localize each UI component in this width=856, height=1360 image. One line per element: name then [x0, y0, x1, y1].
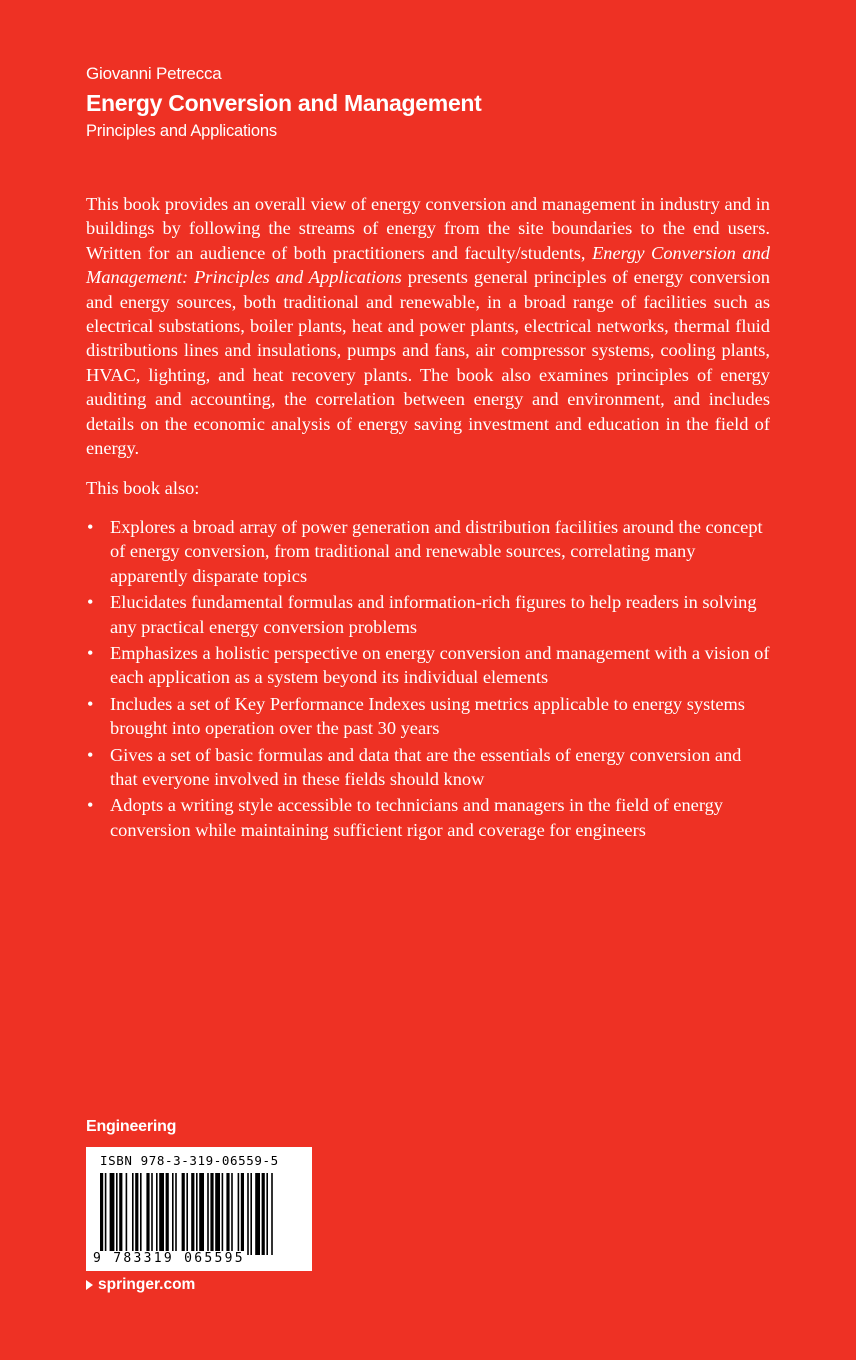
- description-italic-title: Energy Conversion and Management: Principles and Applications: [86, 242, 770, 288]
- bullet-icon: •: [87, 642, 94, 663]
- bullet-icon: •: [87, 693, 94, 714]
- publisher-link[interactable]: [86, 1276, 195, 1294]
- barcode-bars-icon: [100, 1173, 298, 1255]
- feature-list-item: [86, 641, 770, 690]
- bullet-icon: •: [87, 795, 94, 816]
- back-cover-body: [86, 192, 770, 844]
- feature-list: [86, 515, 770, 842]
- barcode-digits: 9 783319 065595: [93, 1251, 245, 1266]
- feature-list-item: [86, 515, 770, 588]
- header: [86, 62, 482, 142]
- description-paragraph: [86, 192, 770, 460]
- bullet-icon: •: [87, 744, 94, 765]
- bullet-icon: •: [87, 592, 94, 613]
- feature-text: Adopts a writing style accessible to technicians and managers in the field of energy conversion while maintaining sufficient rigor and coverage for engineers: [110, 795, 724, 840]
- feature-text: Elucidates fundamental formulas and information-rich figures to help readers in solving any practical energy conversion problems: [110, 592, 757, 637]
- description-part-2: presents general principles of energy conversion and energy sources, both traditional and renewable, in a broad range of facilities such as electrical substations, boiler plants, heat and power plants, electrical networks, thermal fluid distributions lines and insulations, pumps and fans, air compressor systems, cooling plants, HVAC, lighting, and heat recovery plants. The book also examines principles of energy auditing and accounting, the correlation between energy and environment, and includes details on the economic analysis of energy saving investment and education in the field of energy.: [86, 267, 770, 459]
- book-subtitle: Principles and Applications: [86, 122, 277, 140]
- feature-text: Emphasizes a holistic perspective on energy conversion and management with a vision of each application as a system beyond its individual elements: [110, 642, 770, 688]
- publisher-link-text[interactable]: springer.com: [98, 1276, 196, 1293]
- bullet-icon: •: [87, 516, 94, 537]
- isbn-label: ISBN 978-3-319-06559-5: [100, 1153, 279, 1168]
- isbn-barcode: [86, 1147, 312, 1271]
- author-name: Giovanni Petrecca: [86, 64, 222, 83]
- book-title: Energy Conversion and Management: [86, 90, 482, 116]
- also-heading: This book also:: [86, 478, 200, 499]
- feature-text: Includes a set of Key Performance Indexes using metrics applicable to energy systems brought into operation over the past 30 years: [110, 693, 745, 739]
- feature-text: Gives a set of basic formulas and data that are the essentials of energy conversion and that everyone involved in these fields should know: [110, 744, 742, 789]
- subject-category: Engineering: [86, 1118, 177, 1135]
- feature-list-item: [86, 590, 770, 639]
- feature-list-item: [86, 793, 770, 842]
- description-part-1: This book provides an overall view of energy conversion and management in industry and in buildings by following the streams of energy from the site boundaries to the end users. Written for an audience of both practitioners and faculty/students,: [86, 194, 770, 263]
- feature-list-item: [86, 692, 770, 741]
- feature-list-item: [86, 743, 770, 792]
- feature-text: Explores a broad array of power generation and distribution facilities around the concept of energy conversion, from traditional and renewable sources, correlating many apparently disparate topics: [110, 516, 763, 586]
- arrow-right-icon: [86, 1280, 93, 1290]
